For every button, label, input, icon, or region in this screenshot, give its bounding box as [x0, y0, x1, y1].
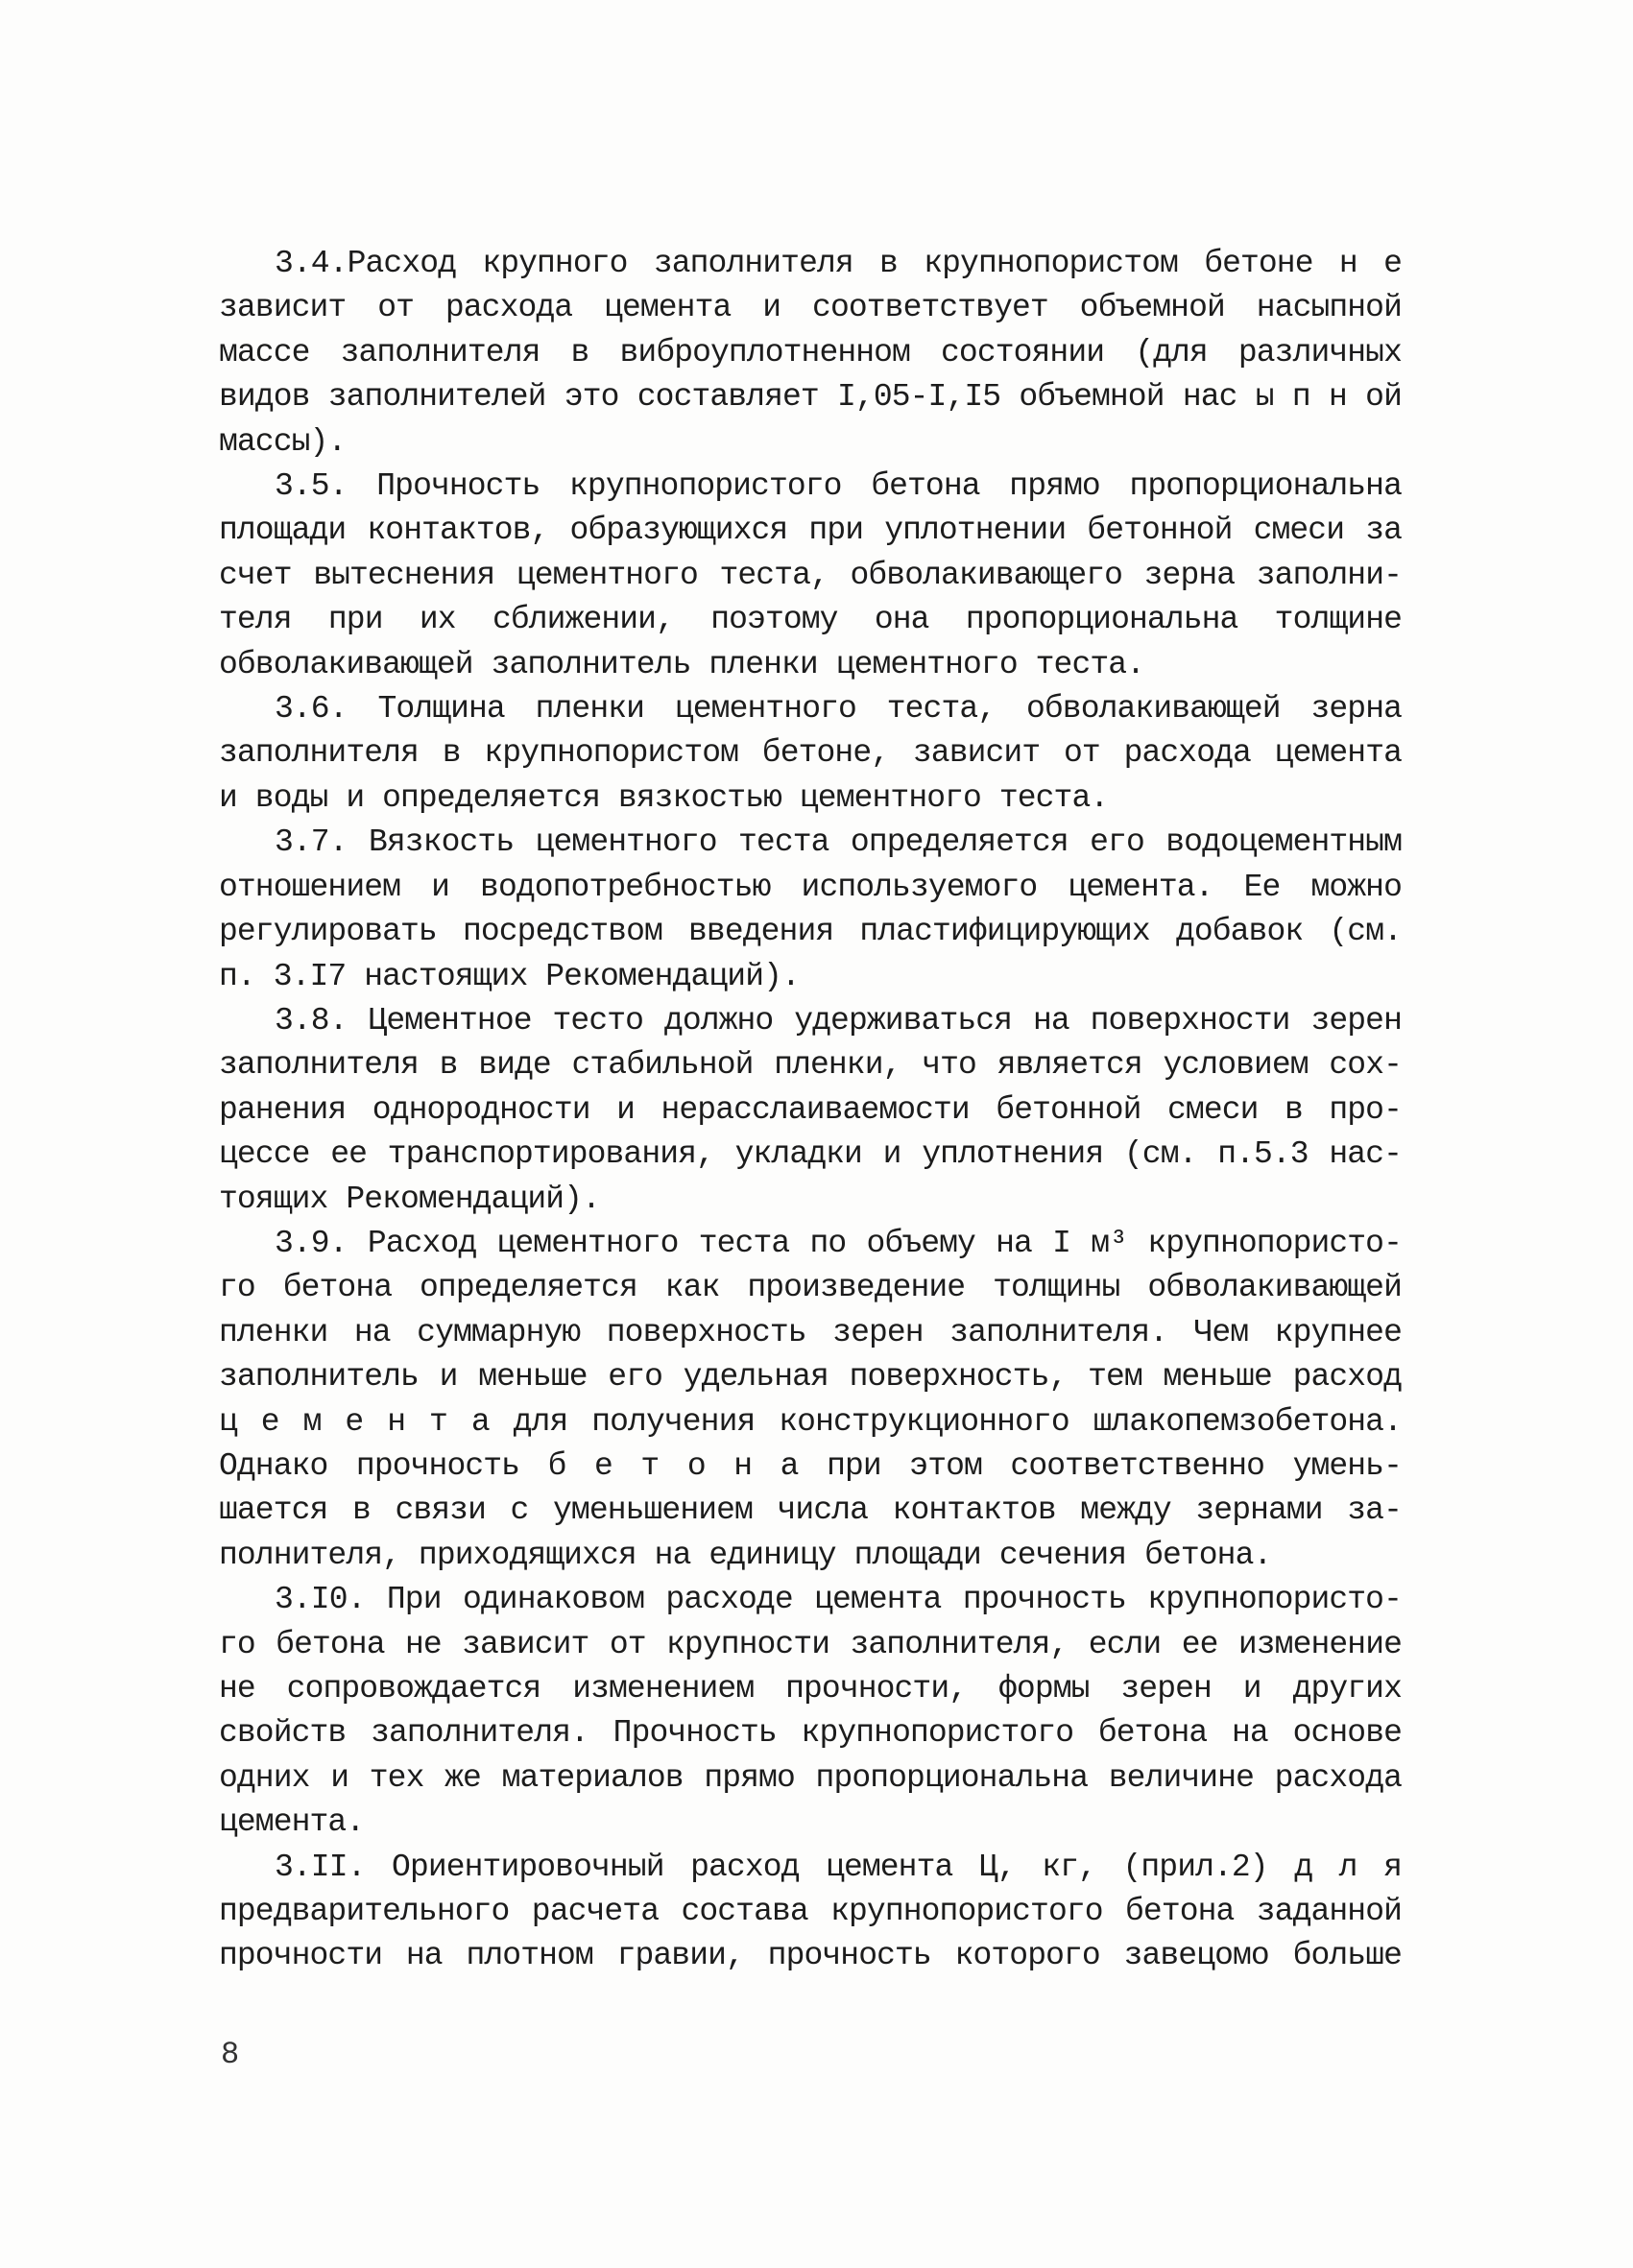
text-line: заполнитель и меньше его удельная поверхность, тем меньше расход	[219, 1359, 1402, 1396]
text-line: Однако прочность б е т о н а при этом соответственно умень-	[219, 1447, 1402, 1484]
paragraph-3-9	[219, 1222, 1402, 1578]
text-line: 3.I0. При одинаковом расходе цемента прочность крупнопористо-	[275, 1582, 1402, 1618]
text-line: прочности на плотном гравии, прочность которого завецомо больше	[219, 1938, 1402, 1974]
text-line: 3.9. Расход цементного теста по объему на I м³ крупнопористо-	[275, 1225, 1402, 1261]
text-line: пленки на суммарную поверхность зерен заполнителя. Чем крупнее	[219, 1314, 1402, 1350]
paragraph-3-6	[219, 687, 1402, 821]
text-line: п. 3.I7 настоящих Рекомендаций).	[219, 958, 800, 994]
text-line: не сопровождается изменением прочности, формы зерен и других	[219, 1671, 1402, 1707]
text-line: 3.II. Ориентировочный расход цемента Ц, кг, (прил.2) д л я	[275, 1849, 1402, 1885]
text-line: ранения однородности и нерасслаиваемости бетонной смеси в про-	[219, 1091, 1402, 1128]
text-line: регулировать посредством введения пластифицирующих добавок (см.	[219, 914, 1402, 950]
text-line: 3.8. Цементное тесто должно удерживаться на поверхности зерен	[275, 1002, 1402, 1039]
text-line: 3.7. Вязкость цементного теста определяется его водоцементным	[275, 824, 1402, 861]
paragraph-3-7	[219, 821, 1402, 999]
text-line: го бетона не зависит от крупности заполнителя, если ее изменение	[219, 1626, 1402, 1662]
text-line: предварительного расчета состава крупнопористого бетона заданной	[219, 1894, 1402, 1930]
text-line: 3.6. Толщина пленки цементного теста, обволакивающей зерна	[275, 691, 1402, 728]
text-line: отношением и водопотребностью используемого цемента. Ее можно	[219, 869, 1402, 905]
paragraph-3-4	[219, 242, 1402, 465]
document-body	[219, 242, 1402, 1979]
text-line: тоящих Рекомендаций).	[219, 1181, 600, 1217]
paragraph-3-11	[219, 1846, 1402, 1979]
text-line: массе заполнителя в виброуплотненном состоянии (для различных	[219, 334, 1402, 370]
text-line: 3.4.Расход крупного заполнителя в крупнопористом бетоне н е	[275, 246, 1402, 281]
text-line: цемента.	[219, 1804, 365, 1841]
text-line: площади контактов, образующихся при уплотнении бетонной смеси за	[219, 513, 1402, 549]
text-line: одних и тех же материалов прямо пропорциональна величине расхода	[219, 1759, 1402, 1796]
paragraph-3-8	[219, 999, 1402, 1222]
paragraph-3-5	[219, 465, 1402, 687]
text-line: заполнителя в крупнопористом бетоне, зависит от расхода цемента	[219, 735, 1402, 772]
text-line: свойств заполнителя. Прочность крупнопористого бетона на основе	[219, 1715, 1402, 1752]
text-line: полнителя, приходящихся на единицу площади сечения бетона.	[219, 1537, 1272, 1573]
text-line: счет вытеснения цементного теста, обволакивающего зерна заполни-	[219, 557, 1402, 593]
text-line: 3.5. Прочность крупнопористого бетона прямо пропорциональна	[275, 468, 1402, 505]
text-line: цессе ее транспортирования, укладки и уплотнения (см. п.5.3 нас-	[219, 1136, 1402, 1173]
text-line: го бетона определяется как произведение толщины обволакивающей	[219, 1270, 1402, 1306]
text-line: шается в связи с уменьшением числа контактов между зернами за-	[219, 1492, 1402, 1529]
paragraph-3-10	[219, 1578, 1402, 1845]
text-line: ц е м е н т а для получения конструкционного шлакопемзобетона.	[219, 1403, 1402, 1440]
text-line: зависит от расхода цемента и соответствует объемной насыпной	[219, 290, 1402, 326]
page-number: 8	[221, 2037, 240, 2072]
text-line: массы).	[219, 423, 347, 460]
text-line: и воды и определяется вязкостью цементного теста.	[219, 779, 1109, 816]
text-line: видов заполнителей это составляет I,05-I,I5 объемной нас ы п н ой	[219, 379, 1402, 416]
text-line: обволакивающей заполнитель пленки цементного теста.	[219, 646, 1145, 682]
text-line: заполнителя в виде стабильной пленки, что является условием сох-	[219, 1047, 1402, 1084]
text-line: теля при их сближении, поэтому она пропорциональна толщине	[219, 602, 1402, 638]
